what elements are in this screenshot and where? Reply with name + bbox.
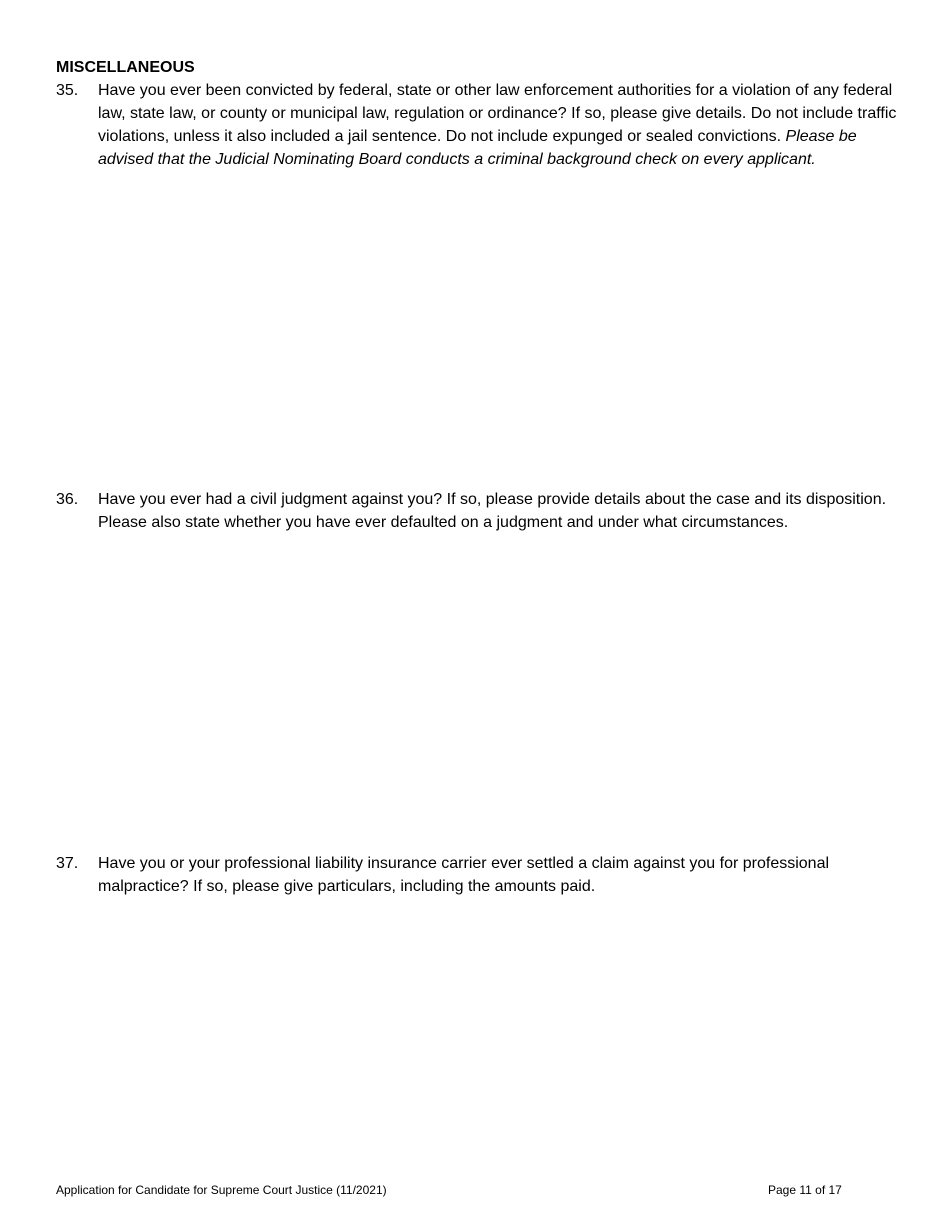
question-37: [56, 852, 906, 898]
question-35: [56, 79, 906, 171]
question-text: Have you ever had a civil judgment against you? If so, please provide details about the case and its disposition. Please also state whether you have ever defaulted on a judgment and under what circumstances.: [98, 491, 887, 531]
question-text: Have you or your professional liability insurance carrier ever settled a claim against you for professional malpractice? If so, please give particulars, including the amounts paid.: [98, 855, 830, 895]
question-36: [56, 488, 906, 534]
footer-document-title: Application for Candidate for Supreme Court Justice (11/2021): [56, 1183, 387, 1197]
question-number: 36.: [56, 491, 79, 508]
criminal-check-note: Please be advised that the Judicial Nominating Board conducts a criminal background check on every applicant.: [98, 128, 857, 168]
question-number: 35.: [56, 82, 79, 99]
question-text: [98, 79, 898, 171]
section-heading: MISCELLANEOUS: [56, 59, 195, 76]
footer-page-number: Page 11 of 17: [768, 1183, 842, 1197]
question-body: Have you ever been convicted by federal, state or other law enforcement authorities for a violation of any federal law, state law, or county or municipal law, regulation or ordinance? If so, please give details. Do not include traffic violations, unless it also included a jail sentence. Do not include expunged or sealed convictions.: [98, 82, 897, 145]
question-number: 37.: [56, 855, 79, 872]
